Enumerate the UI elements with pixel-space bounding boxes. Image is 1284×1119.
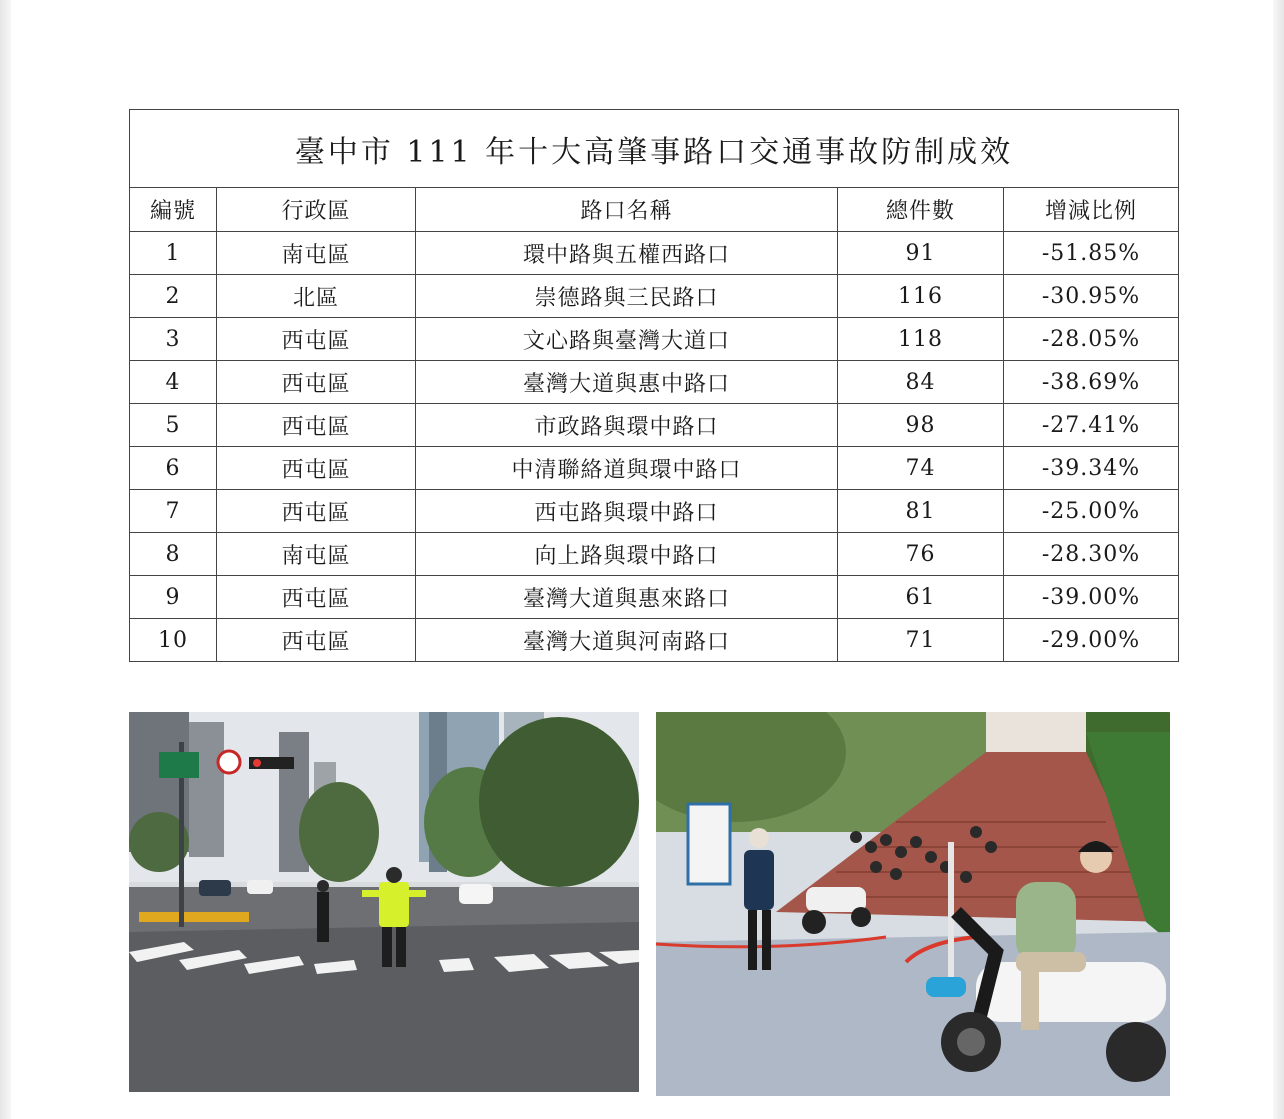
cell-change: -28.30% — [1004, 533, 1179, 576]
cell-total: 76 — [838, 533, 1004, 576]
table-row — [130, 619, 1179, 662]
table-row — [130, 275, 1179, 318]
cell-district: 南屯區 — [217, 533, 416, 576]
cell-change: -51.85% — [1004, 232, 1179, 275]
cell-district: 西屯區 — [217, 447, 416, 490]
cell-total: 61 — [838, 576, 1004, 619]
cell-number: 9 — [130, 576, 217, 619]
cell-district: 西屯區 — [217, 361, 416, 404]
cell-district: 西屯區 — [217, 404, 416, 447]
cell-intersection: 崇德路與三民路口 — [416, 275, 838, 318]
cell-district: 西屯區 — [217, 318, 416, 361]
cell-district: 西屯區 — [217, 576, 416, 619]
cell-district: 南屯區 — [217, 232, 416, 275]
cell-number: 3 — [130, 318, 217, 361]
cell-number: 1 — [130, 232, 217, 275]
cell-total: 91 — [838, 232, 1004, 275]
cell-number: 2 — [130, 275, 217, 318]
table-row — [130, 318, 1179, 361]
table-title: 臺中市 111 年十大高肇事路口交通事故防制成效 — [130, 110, 1179, 188]
table-row — [130, 576, 1179, 619]
cell-total: 81 — [838, 490, 1004, 533]
cell-total: 74 — [838, 447, 1004, 490]
cell-number: 4 — [130, 361, 217, 404]
header-number: 編號 — [130, 188, 217, 232]
cell-number: 10 — [130, 619, 217, 662]
table-row — [130, 447, 1179, 490]
cell-change: -39.34% — [1004, 447, 1179, 490]
cell-change: -28.05% — [1004, 318, 1179, 361]
cell-change: -38.69% — [1004, 361, 1179, 404]
cell-change: -30.95% — [1004, 275, 1179, 318]
cell-intersection: 環中路與五權西路口 — [416, 232, 838, 275]
cell-change: -39.00% — [1004, 576, 1179, 619]
cell-total: 71 — [838, 619, 1004, 662]
header-district: 行政區 — [217, 188, 416, 232]
header-total: 總件數 — [838, 188, 1004, 232]
table-body — [130, 232, 1179, 662]
cell-intersection: 文心路與臺灣大道口 — [416, 318, 838, 361]
cell-number: 7 — [130, 490, 217, 533]
page-edge-left — [0, 0, 11, 1119]
cell-change: -27.41% — [1004, 404, 1179, 447]
table-row — [130, 232, 1179, 275]
accident-stats-table — [129, 109, 1179, 662]
table-row — [130, 533, 1179, 576]
cell-intersection: 向上路與環中路口 — [416, 533, 838, 576]
cell-total: 84 — [838, 361, 1004, 404]
cell-total: 118 — [838, 318, 1004, 361]
table-row — [130, 404, 1179, 447]
cell-intersection: 臺灣大道與惠來路口 — [416, 576, 838, 619]
cell-intersection: 臺灣大道與惠中路口 — [416, 361, 838, 404]
cell-intersection: 臺灣大道與河南路口 — [416, 619, 838, 662]
cell-intersection: 西屯路與環中路口 — [416, 490, 838, 533]
table-row — [130, 361, 1179, 404]
cell-number: 6 — [130, 447, 217, 490]
cell-change: -25.00% — [1004, 490, 1179, 533]
scooter-demo-illustration — [656, 712, 1170, 1096]
cell-number: 8 — [130, 533, 217, 576]
cell-district: 西屯區 — [217, 619, 416, 662]
cell-total: 116 — [838, 275, 1004, 318]
header-intersection: 路口名稱 — [416, 188, 838, 232]
cell-total: 98 — [838, 404, 1004, 447]
cell-district: 西屯區 — [217, 490, 416, 533]
photo-traffic-officer — [129, 712, 639, 1092]
cell-change: -29.00% — [1004, 619, 1179, 662]
cell-intersection: 市政路與環中路口 — [416, 404, 838, 447]
photo-scooter-demo — [656, 712, 1170, 1096]
header-change: 增減比例 — [1004, 188, 1179, 232]
cell-number: 5 — [130, 404, 217, 447]
page-edge-right — [1273, 0, 1284, 1119]
cell-intersection: 中清聯絡道與環中路口 — [416, 447, 838, 490]
cell-district: 北區 — [217, 275, 416, 318]
street-scene-illustration — [129, 712, 639, 1092]
table-row — [130, 490, 1179, 533]
